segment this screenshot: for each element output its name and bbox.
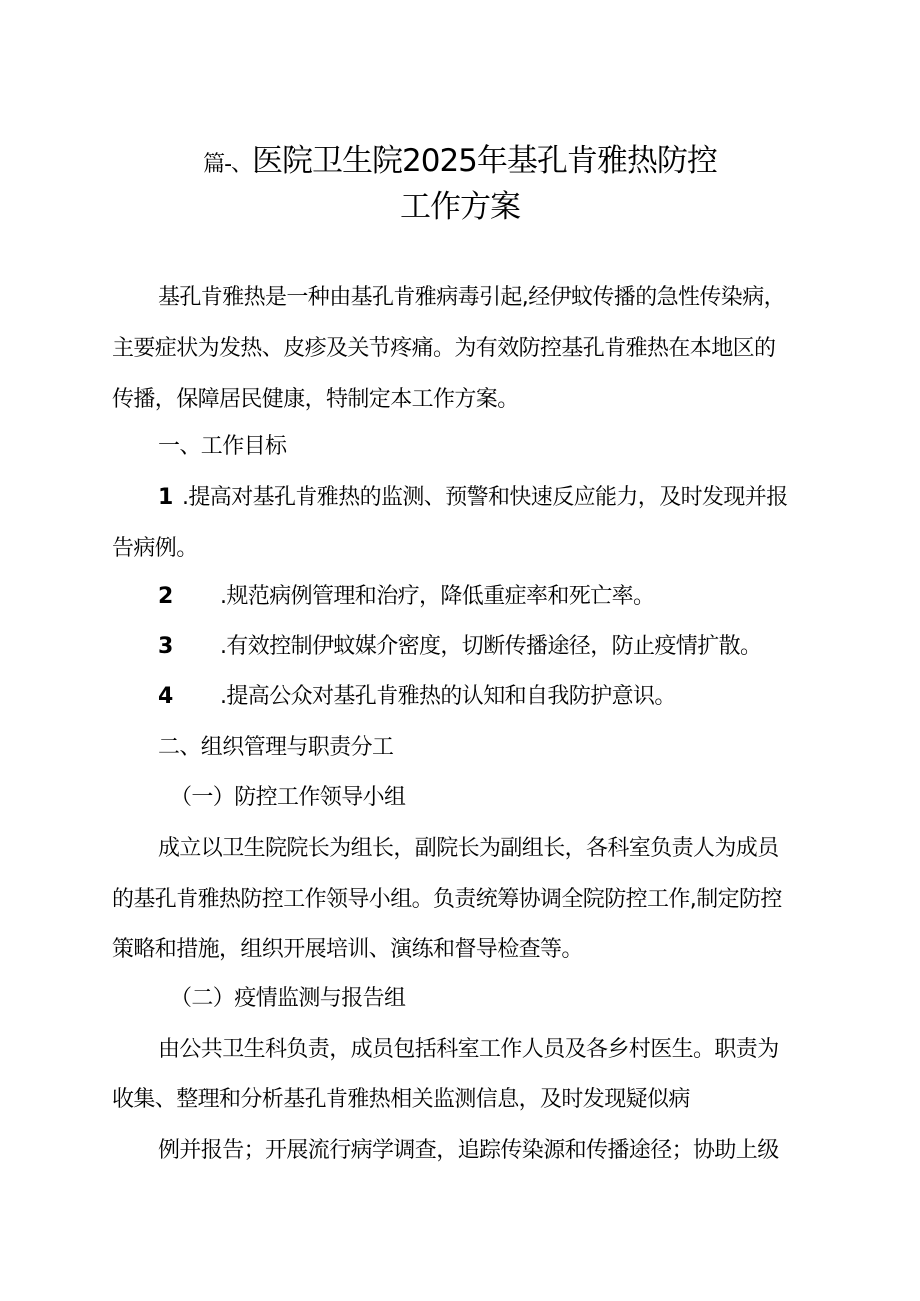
goal-text-2: .规范病例管理和治疗，降低重症率和死亡率。 bbox=[220, 584, 655, 609]
subsection1-line-2: 的基孔肯雅热防控工作领导小组。负责统筹协调全院防控工作,制定防控 bbox=[112, 887, 782, 912]
goal-number-1: 1 bbox=[158, 485, 173, 510]
intro-line-2: 主要症状为发热、皮疹及关节疼痛。为有效防控基孔肯雅热在本地区的 bbox=[112, 336, 776, 361]
goal-text-1: .提高对基孔肯雅热的监测、预警和快速反应能力，及时发现并报 bbox=[182, 485, 788, 510]
subsection1-line-1: 成立以卫生院院长为组长，副院长为副组长，各科室负责人为成员 bbox=[158, 836, 779, 861]
goal-item-4 bbox=[158, 682, 676, 712]
goal-number-2: 2 bbox=[158, 584, 173, 609]
subsection2-line-3: 例并报告；开展流行病学调查，追踪传染源和传播途径；协助上级 bbox=[158, 1138, 779, 1163]
goal-number-3: 3 bbox=[158, 634, 173, 659]
section2-heading: 二、组织管理与职责分工 bbox=[158, 735, 394, 760]
subsection2-line-1: 由公共卫生科负责，成员包括科室工作人员及各乡村医生。职责为 bbox=[158, 1037, 779, 1062]
section1-heading: 一、工作目标 bbox=[158, 434, 287, 459]
title-prefix: 篇-、 bbox=[203, 152, 253, 177]
subsection2-heading: （二）疫情监测与报告组 bbox=[170, 986, 406, 1011]
subsection1-heading: （一）防控工作领导小组 bbox=[170, 785, 406, 810]
goal-item-3 bbox=[158, 632, 761, 662]
subsection1-line-3: 策略和措施，组织开展培训、演练和督导检查等。 bbox=[112, 937, 583, 962]
goal-number-4: 4 bbox=[158, 684, 173, 709]
goal-item-2 bbox=[158, 582, 654, 612]
goal-item-1 bbox=[158, 483, 788, 513]
goal-text-4: .提高公众对基孔肯雅热的认知和自我防护意识。 bbox=[220, 684, 676, 709]
intro-line-3: 传播，保障居民健康，特制定本工作方案。 bbox=[112, 387, 519, 412]
title-main: 医院卫生院2025年基孔肯雅热防控 bbox=[252, 143, 717, 179]
document-title-line1 bbox=[0, 138, 920, 188]
goal-text-3: .有效控制伊蚊媒介密度，切断传播途径，防止疫情扩散。 bbox=[220, 634, 762, 659]
intro-line-1: 基孔肯雅热是一种由基孔肯雅病毒引起,经伊蚊传播的急性传染病， bbox=[158, 285, 785, 310]
subsection2-line-2: 收集、整理和分析基孔肯雅热相关监测信息，及时发现疑似病 bbox=[112, 1087, 690, 1112]
goal-item-1-continued: 告病例。 bbox=[112, 536, 198, 561]
document-title-line2: 工作方案 bbox=[400, 189, 520, 225]
